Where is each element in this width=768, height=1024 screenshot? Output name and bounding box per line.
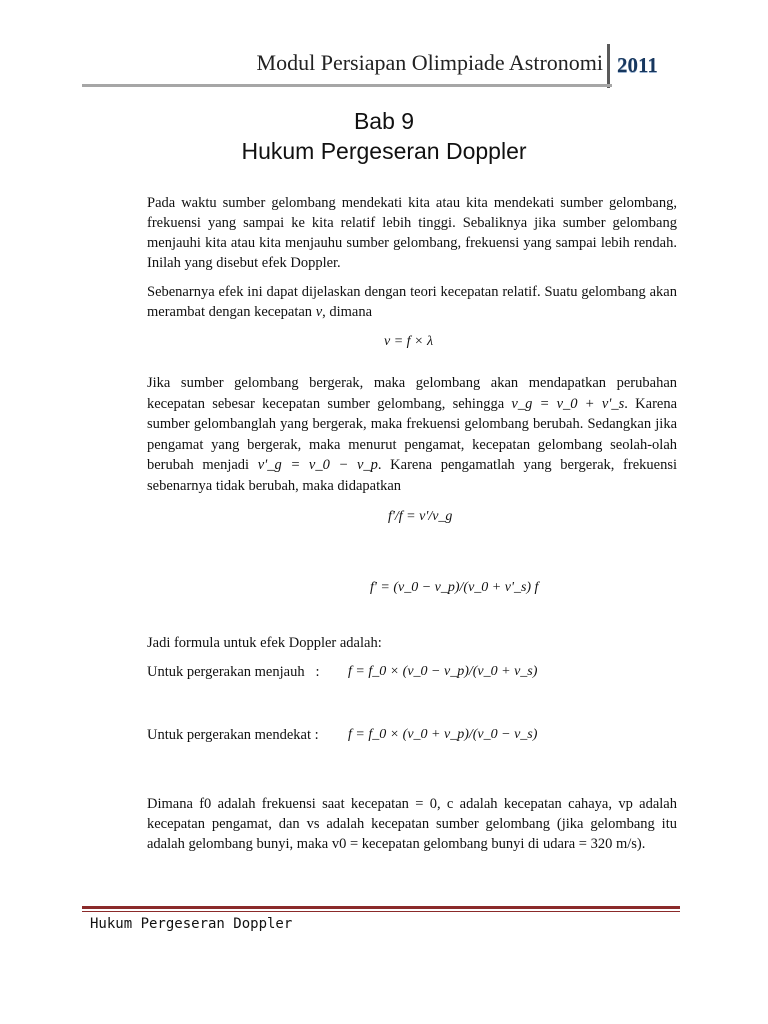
label-text: Untuk pergerakan menjauh (147, 664, 305, 680)
ratio-rhs (419, 509, 452, 525)
formula-frequency-ratio (388, 509, 452, 525)
formula-wave-speed (384, 334, 433, 350)
paragraph-formula-intro: Jadi formula untuk efek Doppler adalah: (147, 635, 382, 651)
header-rule (82, 84, 612, 87)
equals-sign: = (406, 509, 416, 525)
formula-inline-vg: v_g = v_0 + v'_s (511, 395, 625, 412)
text: , dimana (322, 304, 373, 320)
text: Jika sumber gelombang bergerak, maka gelombang akan mendapatkan perubahan kecepatan sebesar kecepatan sumber gelombang, sehingga (147, 375, 677, 412)
paragraph-moving-source (147, 373, 677, 496)
ratio-lhs-text: f'/f (388, 509, 403, 524)
label-menjauh: Untuk pergerakan menjauh : (147, 664, 320, 680)
paragraph-relative-velocity (147, 282, 677, 322)
footer-rule (82, 906, 680, 909)
paragraph-intro: Pada waktu sumber gelombang mendekati kita atau kita mendekati sumber gelombang, frekuensi yang sampai ke kita relatif lebih tinggi. Sebaliknya jika sumber gelombang menjauhi kita atau kita menjauhu sumber gelombang, frekuensi yang sampai lebih rendah. Inilah yang disebut efek Doppler. (147, 195, 677, 271)
label-mendekat: Untuk pergerakan mendekat : (147, 727, 319, 743)
footer-rule-thin (82, 911, 680, 912)
formula-text: f = f_0 × (v_0 + v_p)/(v_0 − v_s) (348, 727, 538, 742)
text: . Karena sumber gelombanglah yang bergerak, maka frekuensi gelombang berubah. Sedangkan jika pengamat yang bergerak, maka menurut pengamat, kecepatan gelombang seolah-olah berubah menjadi (147, 395, 678, 473)
formula-menjauh (348, 664, 537, 680)
formula-inline-vprime: v'_g = v_0 − v_p (257, 457, 378, 473)
formula-mendekat (348, 727, 537, 743)
ratio-lhs (388, 509, 403, 525)
footer-text: Hukum Pergeseran Doppler (90, 916, 293, 932)
header-year: 2011 (617, 53, 658, 77)
text: v (315, 304, 323, 320)
header-title: Modul Persiapan Olimpiade Astronomi (256, 50, 603, 75)
chapter-number: Bab 9 (353, 108, 415, 134)
text: . Karena pengamatlah yang bergerak, frekuensi sebenarnya tidak berubah, maka didapatkan (147, 457, 677, 494)
text: Sebenarnya efek ini dapat dijelaskan dengan teori kecepatan relatif. Suatu gelombang akan merambat dengan kecepatan (147, 284, 677, 320)
chapter-title: Hukum Pergeseran Doppler (241, 138, 527, 164)
formula-fprime (370, 580, 538, 596)
label-text: Untuk pergerakan mendekat (147, 727, 312, 743)
formula-text: f = f_0 × (v_0 − v_p)/(v_0 + v_s) (348, 664, 538, 679)
header-divider (607, 44, 610, 88)
ratio-rhs-text: v'/v_g (419, 509, 453, 524)
paragraph-definitions: Dimana f0 adalah frekuensi saat kecepatan = 0, c adalah kecepatan cahaya, vp adalah kecepatan pengamat, dan vs adalah kecepatan sumber gelombang (jika gelombang itu adalah gelombang bunyi, maka v0 = kecepatan gelombang bunyi di udara = 320 m/s). (147, 796, 677, 852)
formula-text: f' = (v_0 − v_p)/(v_0 + v'_s) f (370, 580, 539, 595)
formula-text: v = f × λ (384, 334, 434, 349)
